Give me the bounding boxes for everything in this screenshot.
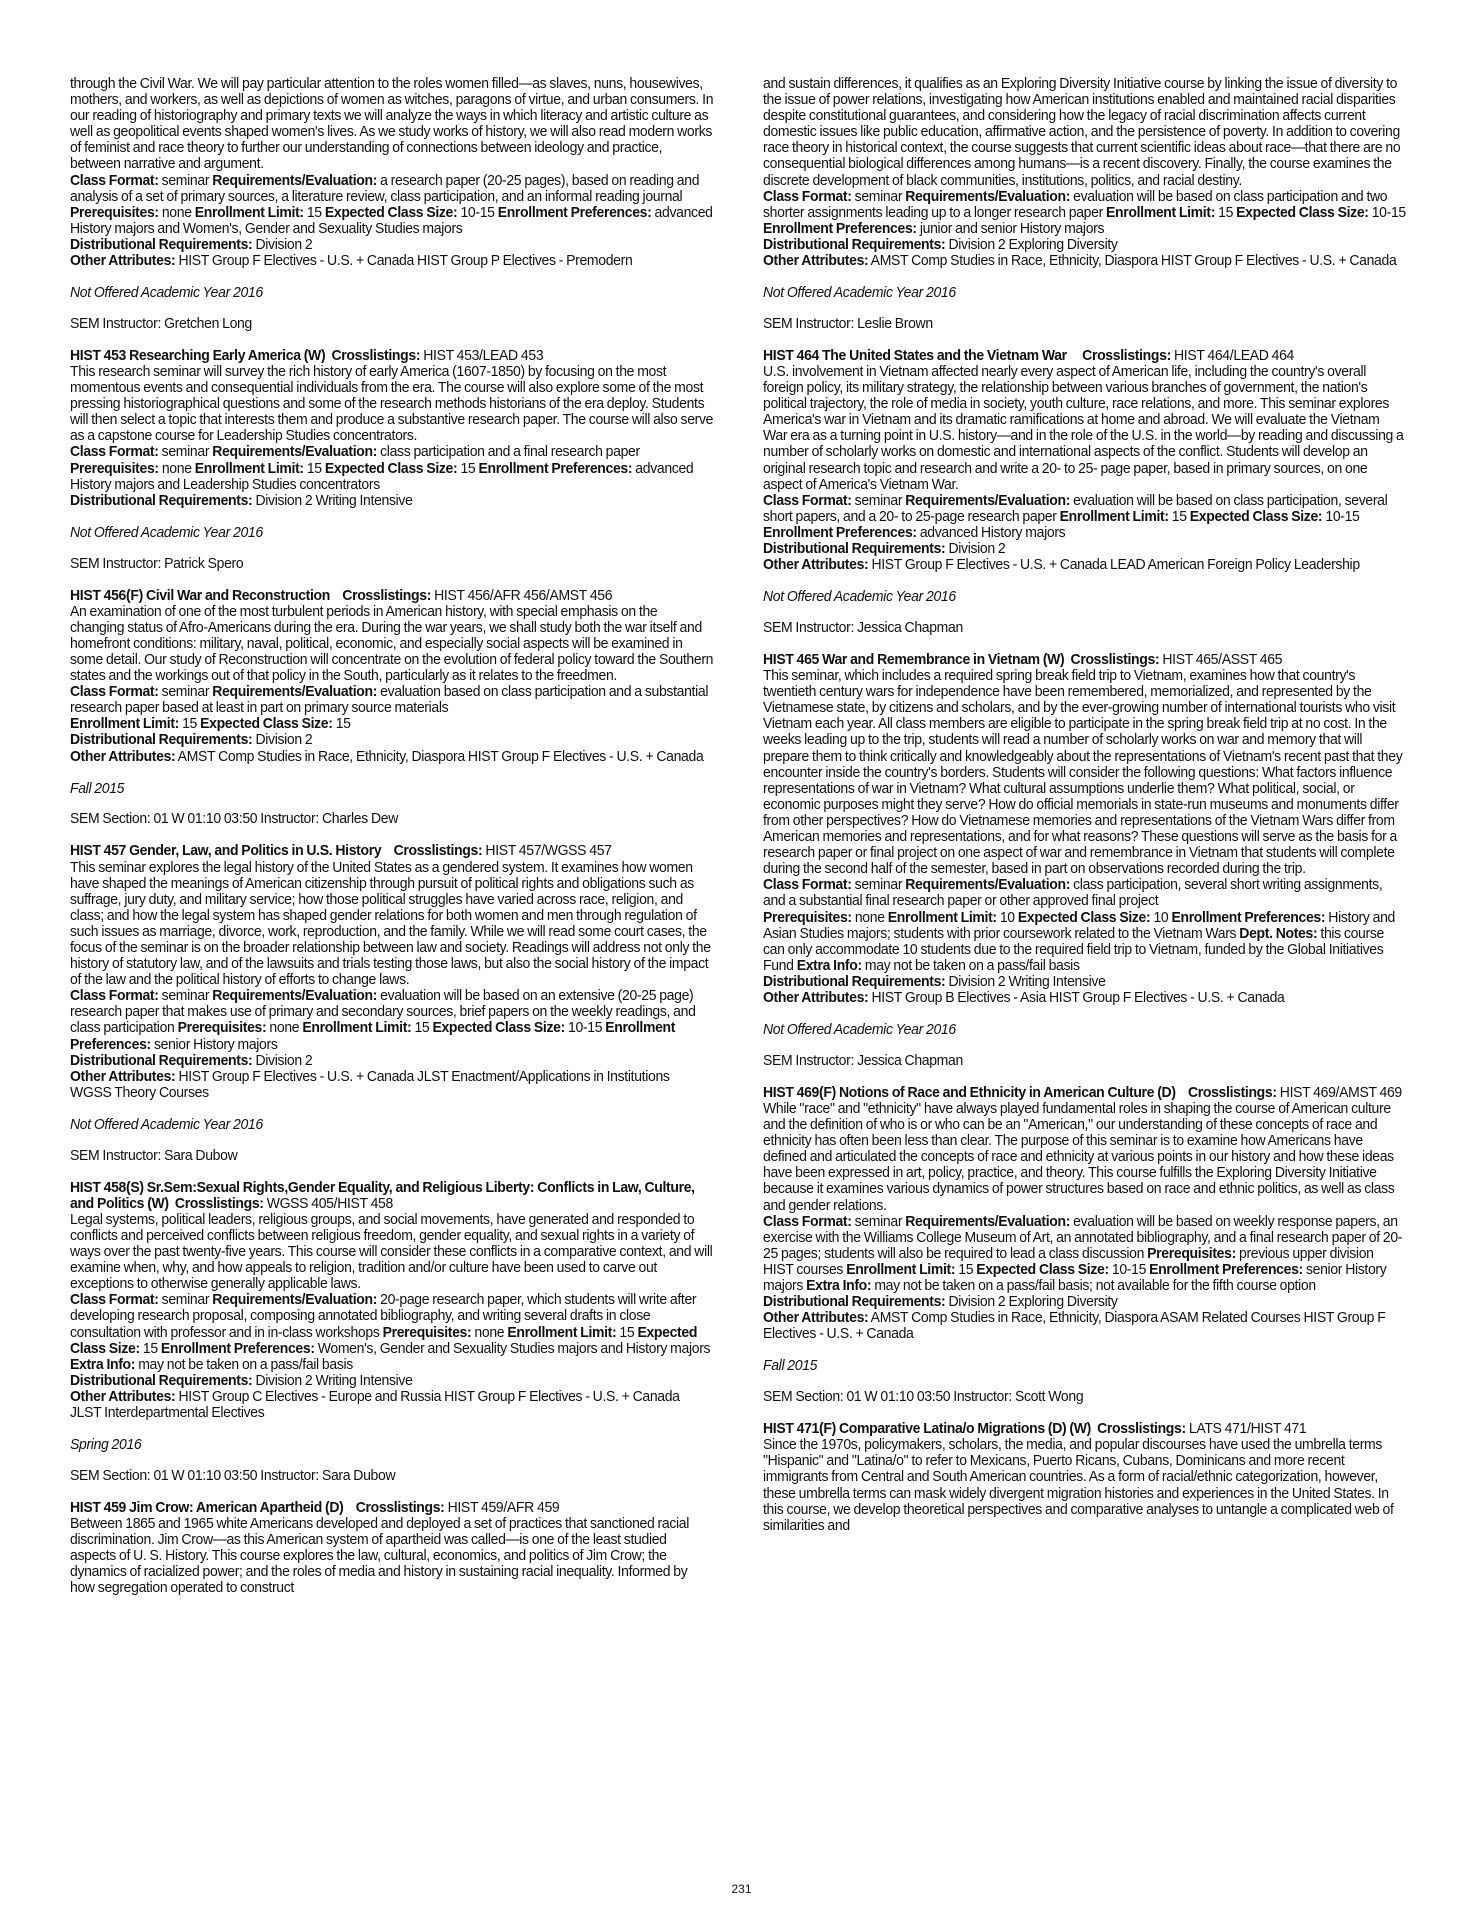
course-heading	[70, 1500, 713, 1516]
class-format-value: seminar	[161, 172, 210, 189]
class-format-value: seminar	[161, 1292, 210, 1309]
requirements-value: class participation, several short writing assignments, and a substantial final research paper or other approved final project	[763, 877, 1383, 910]
crosslistings-label: Crosslistings:	[342, 587, 432, 604]
enrollment-pref-label: Enrollment Preferences:	[497, 204, 652, 221]
prerequisites-value: none	[269, 1020, 300, 1037]
instructor-line: SEM Section: 01 W 01:10 03:50 Instructor: Charles Dew	[70, 811, 398, 828]
dept-notes-label: Dept. Notes:	[1239, 925, 1318, 942]
dept-notes-value: this course can only accommodate 10 students due to the required field trip to Vietnam, funded by the Global Initiatives Fund	[763, 925, 1384, 974]
term-label: Not Offered Academic Year 2016	[70, 285, 263, 302]
course-heading	[763, 652, 1406, 668]
enrollment-row	[70, 716, 713, 732]
other-attributes-label: Other Attributes:	[763, 1310, 869, 1327]
requirements-label: Requirements/Evaluation:	[905, 492, 1071, 509]
other-attributes-label: Other Attributes:	[70, 1388, 176, 1405]
course-format-block	[70, 173, 713, 237]
course-hist-459	[70, 1500, 713, 1597]
instructor-line: SEM Section: 01 W 01:10 03:50 Instructor: Sara Dubow	[70, 1467, 396, 1484]
course-description: Legal systems, political leaders, religious groups, and social movements, have generated and responded to conflicts and perceived conflicts between religious freedom, gender equality, and sexual rights in a variety of ways over the past twenty-five years. This course will consider these conflicts in a comparative context, and will examine when, why, and how appeals to religion, tradition and/or culture have been used to carve out exceptions to otherwise generally applicable laws.	[70, 1211, 713, 1293]
crosslistings-label: Crosslistings:	[1082, 347, 1171, 364]
expected-size-value: 10	[1153, 909, 1169, 926]
course-title: HIST 458(S) Sr.Sem:Sexual Rights,Gender Equality, and Religious Liberty: Conflicts in Law, Culture, and Politics (W)	[70, 1179, 695, 1212]
course-title: HIST 464 The United States and the Vietnam War	[763, 347, 1067, 364]
enrollment-pref-value: junior and senior History majors	[919, 220, 1105, 237]
distributional-value: Division 2	[255, 236, 313, 253]
enrollment-limit-label: Enrollment Limit:	[507, 1324, 617, 1341]
crosslistings-label: Crosslistings:	[355, 1499, 445, 1516]
course-format-block	[70, 988, 713, 1052]
extra-info-value: may not be taken on a pass/fail basis	[138, 1356, 353, 1373]
course-title: HIST 465 War and Remembrance in Vietnam (W)	[763, 652, 1065, 668]
requirements-value: evaluation based on class participation and a substantial research paper based at least in part on primary source materials	[70, 684, 709, 717]
crosslistings-value: HIST 457/WGSS 457	[485, 843, 612, 860]
distributional-row	[70, 732, 713, 748]
distributional-label: Distributional Requirements:	[70, 1052, 253, 1069]
instructor-line: SEM Instructor: Gretchen Long	[70, 315, 252, 332]
crosslistings-label: Crosslistings:	[393, 843, 483, 860]
prerequisites-label: Prerequisites:	[763, 909, 852, 926]
requirements-value: evaluation will be based on class participation and two shorter assignments leading up to a longer research paper	[763, 188, 1388, 221]
expected-size-value: 15	[335, 716, 351, 733]
distributional-row	[70, 237, 713, 253]
requirements-label: Requirements/Evaluation:	[905, 1213, 1071, 1230]
enrollment-pref-label: Enrollment Preferences:	[70, 1020, 676, 1053]
term-label: Not Offered Academic Year 2016	[763, 1022, 956, 1039]
prerequisites-label: Prerequisites:	[382, 1324, 472, 1341]
course-title: HIST 459 Jim Crow: American Apartheid (D)	[70, 1499, 344, 1516]
requirements-value: evaluation will be based on weekly response papers, an exercise with the Williams College Museum of Art, an annotated bibliography, and a final research paper of 20-25 pages; students will also be required to lead a class discussion	[763, 1213, 1403, 1262]
page-number: 231	[731, 1882, 752, 1896]
class-format-label: Class Format:	[763, 877, 852, 894]
instructor-line: SEM Instructor: Sara Dubow	[70, 1147, 238, 1164]
course-description: Since the 1970s, policymakers, scholars, the media, and popular discourses have used the umbrella terms "Hispanic" and "Latina/o" to refer to Mexicans, Puerto Ricans, Cubans, Dominicans and more recent immigrants from Central and South American countries. As a form of racial/ethnic categorization, however, these umbrella terms can mask widely divergent migration histories and experiences in the United States. In this course, we develop theoretical perspectives and comparative analyses to untangle a complicated web of similarities and	[763, 1437, 1394, 1534]
enrollment-limit-value: 15	[958, 1261, 974, 1278]
distributional-label: Distributional Requirements:	[763, 541, 946, 558]
enrollment-pref-label: Enrollment Preferences:	[763, 220, 917, 237]
other-attributes-value: HIST Group C Electives - Europe and Russia HIST Group F Electives - U.S. + Canada JLST Interdepartmental Electives	[70, 1388, 680, 1422]
course-format-block	[70, 1292, 713, 1372]
other-attributes-label: Other Attributes:	[763, 989, 869, 1006]
other-attributes-value: HIST Group F Electives - U.S. + Canada LEAD American Foreign Policy Leadership	[871, 557, 1360, 574]
enrollment-pref-label: Enrollment Preferences:	[160, 1340, 315, 1357]
expected-size-value: 10-15	[1325, 508, 1360, 525]
course-hist-457	[70, 843, 713, 1163]
distributional-label: Distributional Requirements:	[70, 236, 253, 253]
expected-size-value: 10-15	[568, 1020, 603, 1037]
distributional-row	[70, 1053, 713, 1069]
prerequisites-value: none	[161, 460, 192, 477]
course-description: An examination of one of the most turbulent periods in American history, with special emphasis on the changing status of Afro-Americans during the era. During the war years, we shall study both the war itself and homefront conditions: military, naval, political, economic, and especially social aspects will be examined in some detail. Our study of Reconstruction will concentrate on the evolution of federal policy toward the Southern states and the workings out of that policy in the South, particularly as it relates to the freedmen.	[70, 603, 714, 685]
distributional-value: Division 2	[255, 1052, 313, 1069]
expected-size-label: Expected Class Size:	[1236, 204, 1369, 221]
class-format-label: Class Format:	[70, 988, 159, 1005]
enrollment-limit-label: Enrollment Limit:	[70, 716, 180, 733]
distributional-value: Division 2 Writing Intensive	[255, 1372, 413, 1389]
term-label: Not Offered Academic Year 2016	[763, 589, 956, 606]
expected-size-label: Expected Class Size:	[324, 460, 458, 477]
course-hist-456	[70, 588, 713, 828]
course-hist-458	[70, 1180, 713, 1484]
enrollment-limit-label: Enrollment Limit:	[887, 909, 997, 926]
enrollment-pref-label: Enrollment Preferences:	[478, 460, 633, 477]
expected-size-label: Expected Class Size:	[1189, 508, 1323, 525]
distributional-row	[763, 1294, 1406, 1310]
enrollment-pref-value: Women's, Gender and Sexuality Studies majors and History majors	[317, 1340, 711, 1357]
crosslistings-label: Crosslistings:	[331, 347, 421, 364]
enrollment-block	[763, 910, 1406, 974]
enrollment-pref-value: advanced History majors	[919, 524, 1066, 541]
course-format-block	[70, 444, 713, 492]
term-label: Not Offered Academic Year 2016	[70, 1116, 263, 1133]
class-format-value: seminar	[161, 988, 210, 1005]
class-format-label: Class Format:	[70, 684, 159, 701]
distributional-value: Division 2	[255, 732, 313, 749]
course-format-block	[763, 1214, 1406, 1294]
enrollment-limit-label: Enrollment Limit:	[194, 204, 304, 221]
term-label: Not Offered Academic Year 2016	[70, 524, 263, 541]
course-format-block	[763, 189, 1406, 237]
other-attributes-row	[70, 253, 713, 269]
distributional-value: Division 2 Writing Intensive	[948, 973, 1106, 990]
prerequisites-value: previous upper division HIST courses	[763, 1245, 1374, 1278]
other-attributes-row	[70, 1069, 713, 1101]
requirements-value: a research paper (20-25 pages), based on reading and analysis of a set of primary sources, a literature review, class participation, and an informal reading journal	[70, 172, 700, 205]
other-attributes-label: Other Attributes:	[70, 748, 176, 765]
course-description: U.S. involvement in Vietnam affected nearly every aspect of American life, including the country's overall foreign policy, its military strategy, the relationship between various branches of government, the nation's political trajectory, the role of media in society, youth culture, race relations, and more. This seminar explores America's war in Vietnam and its dramatic ramifications at home and abroad. We will evaluate the Vietnam War era as a turning point in U.S. history—and in the role of the U.S. in the world—by reading and discussing a number of scholarly works on domestic and international aspects of the conflict. Students will develop an original research topic and research and write a 20- to 25- page paper, based in primary sources, on one aspect of America's Vietnam War.	[763, 364, 1404, 493]
requirements-value: evaluation will be based on class participation, several short papers, and a 20- to 25-page research paper	[763, 492, 1388, 525]
course-heading	[763, 348, 1406, 364]
course-title: HIST 457 Gender, Law, and Politics in U.S. History	[70, 843, 382, 860]
expected-size-value: 10-15	[1111, 1261, 1147, 1278]
expected-size-label: Expected Class Size:	[432, 1020, 565, 1037]
class-format-value: seminar	[854, 188, 903, 205]
extra-info-label: Extra Info:	[806, 1277, 872, 1294]
term-label: Spring 2016	[70, 1437, 142, 1454]
instructor-line: SEM Instructor: Patrick Spero	[70, 555, 244, 572]
course-title: HIST 453 Researching Early America (W)	[70, 347, 326, 364]
course-title: HIST 456(F) Civil War and Reconstruction	[70, 587, 330, 604]
distributional-row	[763, 974, 1406, 990]
requirements-value: evaluation will be based on an extensive (20-25 page) research paper that makes use of primary and secondary sources, brief papers on the weekly readings, and class participation	[70, 988, 696, 1037]
enrollment-pref-value: advanced History majors and Leadership Studies concentrators	[70, 460, 694, 493]
crosslistings-value: HIST 453/LEAD 453	[423, 347, 544, 364]
enrollment-pref-value: advanced History majors and Women's, Gender and Sexuality Studies majors	[70, 204, 713, 237]
expected-size-value: 15	[142, 1340, 158, 1357]
prerequisites-value: none	[161, 204, 192, 221]
course-description: This seminar explores the legal history of the United States as a gendered system. It examines how women have shaped the meanings of American citizenship through pursuit of political rights and obligations such as suffrage, jury duty, and military service; how those political struggles have varied across race, religion, and class; and how the legal system has shaped gender relations for both women and men through regulation of such issues as marriage, divorce, work, reproduction, and the family. While we will read some court cases, the focus of the seminar is on the broader relationship between law and society. Readings will address not only the history of statutory law, and of the lawsuits and trials testing those laws, but also the social history of the impact of the law and the political history of efforts to change laws.	[70, 859, 711, 989]
distributional-label: Distributional Requirements:	[763, 236, 946, 253]
extra-info-label: Extra Info:	[70, 1356, 136, 1373]
crosslistings-value: HIST 464/LEAD 464	[1174, 347, 1295, 364]
enrollment-limit-label: Enrollment Limit:	[302, 1020, 412, 1037]
class-format-label: Class Format:	[70, 444, 159, 461]
crosslistings-value: WGSS 405/HIST 458	[266, 1195, 393, 1212]
instructor-line: SEM Section: 01 W 01:10 03:50 Instructor: Scott Wong	[763, 1389, 1084, 1406]
other-attributes-label: Other Attributes:	[70, 1068, 176, 1085]
distributional-label: Distributional Requirements:	[763, 1294, 946, 1311]
distributional-row	[763, 237, 1406, 253]
enrollment-pref-label: Enrollment Preferences:	[763, 524, 917, 541]
other-attributes-value: HIST Group B Electives - Asia HIST Group F Electives - U.S. + Canada	[871, 989, 1285, 1006]
instructor-line: SEM Instructor: Jessica Chapman	[763, 619, 963, 636]
requirements-label: Requirements/Evaluation:	[212, 1292, 378, 1309]
enrollment-pref-value: senior History majors	[763, 1261, 1387, 1294]
distributional-row	[763, 541, 1406, 557]
crosslistings-value: HIST 465/ASST 465	[1162, 652, 1283, 668]
course-format-block	[763, 493, 1406, 541]
other-attributes-row	[70, 1389, 713, 1421]
course-title: HIST 471(F) Comparative Latina/o Migrations (D) (W)	[763, 1421, 1091, 1438]
other-attributes-row	[70, 749, 713, 765]
course-hist-465	[763, 652, 1406, 1069]
instructor-line: SEM Instructor: Leslie Brown	[763, 315, 933, 332]
class-format-value: seminar	[854, 877, 903, 894]
crosslistings-label: Crosslistings:	[1097, 1421, 1186, 1438]
enrollment-pref-value: History and Asian Studies majors; students with prior coursework related to the Vietnam Wars	[763, 909, 1395, 942]
distributional-value: Division 2 Exploring Diversity	[948, 236, 1118, 253]
requirements-label: Requirements/Evaluation:	[212, 684, 378, 701]
crosslistings-value: HIST 456/AFR 456/AMST 456	[434, 587, 613, 604]
requirements-label: Requirements/Evaluation:	[212, 988, 378, 1005]
distributional-value: Division 2 Exploring Diversity	[948, 1294, 1118, 1311]
distributional-value: Division 2 Writing Intensive	[255, 492, 413, 509]
course-heading	[70, 843, 713, 859]
course-description: While "race" and "ethnicity" have always played fundamental roles in shaping the course of American culture and the definition of who is or who can be an "American," our understanding of these concepts of race and ethnicity has often been less than clear. The purpose of this seminar is to examine how Americans have defined and articulated the concepts of race and ethnicity at various points in our history and how these ideas have been expressed in art, policy, practice, and theory. This course fulfills the Exploring Diversity Initiative because it examines various dynamics of power structures based on race and ethnic politics, as well as class and gender relations.	[763, 1100, 1395, 1214]
course-hist-471	[763, 1421, 1406, 1534]
term-label: Fall 2015	[763, 1358, 818, 1375]
course-format-block	[70, 684, 713, 716]
course-format-block	[763, 877, 1406, 909]
class-format-value: seminar	[161, 684, 210, 701]
course-description: This research seminar will survey the rich history of early America (1607-1850) by focusing on the most momentous events and consequential individuals from the era. The course will also explore some of the most pressing historiographical questions and some of the research methods historians of the era deploy. Students will then select a topic that interests them and produce a substantive research paper. The course will also serve as a capstone course for Leadership Studies concentrators.	[70, 364, 714, 445]
prerequisites-label: Prerequisites:	[177, 1020, 267, 1037]
requirements-label: Requirements/Evaluation:	[905, 877, 1071, 894]
course-description: through the Civil War. We will pay particular attention to the roles women filled—as slaves, nuns, housewives, mothers, and workers, as well as depictions of women as witches, paragons of virtue, and urban consumers. In our reading of historiography and primary texts we will analyze the ways in which literacy and artistic culture as well as geopolitical events shaped women's lives. As we study works of history, we will also read modern works of feminist and race theory to further our understanding of connections between ideology and practice, between narrative and argument.	[70, 76, 714, 173]
other-attributes-value: HIST Group F Electives - U.S. + Canada HIST Group P Electives - Premodern	[178, 253, 633, 270]
distributional-label: Distributional Requirements:	[70, 1372, 253, 1389]
other-attributes-row	[763, 1310, 1406, 1342]
enrollment-pref-label: Enrollment Preferences:	[1171, 909, 1326, 926]
course-hist-459-continued	[763, 76, 1406, 332]
distributional-value: Division 2	[948, 541, 1006, 558]
expected-size-value: 10-15	[1371, 204, 1406, 221]
expected-size-label: Expected Class Size:	[324, 204, 458, 221]
course-heading	[763, 1085, 1406, 1101]
other-attributes-row	[763, 557, 1406, 573]
enrollment-limit-value: 15	[306, 460, 322, 477]
enrollment-limit-label: Enrollment Limit:	[846, 1261, 956, 1278]
course-hist-469	[763, 1085, 1406, 1405]
crosslistings-value: HIST 459/AFR 459	[447, 1499, 560, 1516]
other-attributes-row	[763, 990, 1406, 1006]
other-attributes-value: AMST Comp Studies in Race, Ethnicity, Diaspora HIST Group F Electives - U.S. + Canada	[870, 253, 1397, 270]
extra-info-label: Extra Info:	[796, 957, 862, 974]
distributional-row	[70, 493, 713, 509]
other-attributes-label: Other Attributes:	[763, 253, 869, 270]
course-description: Between 1865 and 1965 white Americans developed and deployed a set of practices that sanctioned racial discrimination. Jim Crow—as this American system of apartheid was called—is one of the least studied aspects of U. S. History. This course explores the law, cultural, economics, and politics of Jim Crow; the dynamics of racialized power; and the roles of media and history in sustaining racial inequality. Informed by how segregation operated to construct	[70, 1516, 690, 1597]
course-hist-464	[763, 348, 1406, 636]
right-column	[763, 76, 1406, 1534]
class-format-label: Class Format:	[763, 492, 852, 509]
other-attributes-label: Other Attributes:	[763, 557, 869, 574]
course-heading	[763, 1421, 1406, 1437]
enrollment-pref-label: Enrollment Preferences:	[1149, 1261, 1303, 1278]
class-format-value: seminar	[161, 444, 210, 461]
crosslistings-label: Crosslistings:	[1070, 652, 1160, 668]
course-heading	[70, 348, 713, 364]
term-label: Not Offered Academic Year 2016	[763, 285, 956, 302]
course-heading	[70, 588, 713, 604]
left-column	[70, 76, 713, 1596]
class-format-label: Class Format:	[763, 1213, 852, 1230]
prerequisites-label: Prerequisites:	[1147, 1245, 1236, 1262]
expected-size-value: 15	[460, 460, 476, 477]
course-description: This seminar, which includes a required spring break field trip to Vietnam, examines how that country's twentieth century wars for independence have been remembered, memorialized, and represented by the Vietnamese state, by citizens and scholars, and by the ever-growing number of international tourists who visit Vietnam each year. All class members are eligible to participate in the spring break field trip at no cost. In the weeks leading up to the trip, students will read a number of scholarly works on war and memory that will prepare them to think critically and knowledgeably about the representations of Vietnam's recent past that they encounter inside the country's borders. Students will consider the following questions: What factors influence representations of war in Vietnam? What cultural assumptions underlie them? What political, social, or economic purposes might they serve? How do official memorials in state-run museums and monuments differ from other perspectives? How do Vietnamese memories and representations of the Vietnam Wars differ from American memories and representations, and for what reasons? These questions will serve as the basis for a research paper or final project on one aspect of war and remembrance in Vietnam that students will complete during the second half of the semester, based in part on observations recorded during the trip.	[763, 668, 1403, 878]
course-hist-453	[70, 348, 713, 572]
prerequisites-value: none	[474, 1324, 505, 1341]
class-format-label: Class Format:	[70, 172, 159, 189]
enrollment-limit-value: 15	[619, 1324, 635, 1341]
distributional-label: Distributional Requirements:	[70, 492, 253, 509]
crosslistings-label: Crosslistings:	[174, 1195, 264, 1212]
requirements-value: class participation and a final research paper	[380, 444, 640, 461]
distributional-label: Distributional Requirements:	[763, 973, 946, 990]
crosslistings-label: Crosslistings:	[1187, 1084, 1277, 1101]
enrollment-pref-value: senior History majors	[153, 1036, 278, 1053]
enrollment-limit-value: 10	[999, 909, 1015, 926]
class-format-value: seminar	[854, 492, 903, 509]
enrollment-limit-label: Enrollment Limit:	[1106, 204, 1216, 221]
instructor-line: SEM Instructor: Jessica Chapman	[763, 1052, 963, 1069]
class-format-label: Class Format:	[70, 1292, 159, 1309]
crosslistings-value: HIST 469/AMST 469	[1279, 1084, 1402, 1101]
extra-info-value: may not be taken on a pass/fail basis	[864, 957, 1080, 974]
course-title: HIST 469(F) Notions of Race and Ethnicity in American Culture (D)	[763, 1084, 1176, 1101]
term-label: Fall 2015	[70, 780, 125, 797]
requirements-label: Requirements/Evaluation:	[212, 172, 378, 189]
prerequisites-label: Prerequisites:	[70, 204, 159, 221]
enrollment-limit-value: 15	[1171, 508, 1187, 525]
expected-size-label: Expected Class Size:	[70, 1324, 698, 1357]
requirements-value: 20-page research paper, which students will write after developing research proposal, composing annotated bibliography, and writing several drafts in close consultation with professor and in in-class workshops	[70, 1292, 697, 1341]
prerequisites-label: Prerequisites:	[70, 460, 159, 477]
enrollment-limit-value: 15	[414, 1020, 430, 1037]
expected-size-label: Expected Class Size:	[200, 716, 333, 733]
expected-size-label: Expected Class Size:	[976, 1261, 1109, 1278]
enrollment-limit-value: 15	[182, 716, 198, 733]
prerequisites-value: none	[854, 909, 885, 926]
other-attributes-value: HIST Group F Electives - U.S. + Canada JLST Enactment/Applications in Institutions WGSS Theory Courses	[70, 1068, 670, 1101]
distributional-label: Distributional Requirements:	[70, 732, 253, 749]
course-continued	[70, 76, 713, 332]
crosslistings-value: LATS 471/HIST 471	[1188, 1421, 1307, 1438]
enrollment-limit-value: 15	[1218, 204, 1234, 221]
course-heading	[70, 1180, 713, 1212]
other-attributes-label: Other Attributes:	[70, 253, 176, 270]
extra-info-value: may not be taken on a pass/fail basis; not available for the fifth course option	[874, 1277, 1316, 1294]
other-attributes-value: AMST Comp Studies in Race, Ethnicity, Diaspora ASAM Related Courses HIST Group F Electives - U.S. + Canada	[763, 1310, 1386, 1343]
distributional-row	[70, 1373, 713, 1389]
enrollment-limit-label: Enrollment Limit:	[1059, 508, 1169, 525]
requirements-label: Requirements/Evaluation:	[212, 444, 378, 461]
expected-size-value: 10-15	[460, 204, 495, 221]
class-format-value: seminar	[854, 1213, 903, 1230]
other-attributes-value: AMST Comp Studies in Race, Ethnicity, Diaspora HIST Group F Electives - U.S. + Canada	[177, 748, 704, 765]
class-format-label: Class Format:	[763, 188, 852, 205]
enrollment-limit-label: Enrollment Limit:	[194, 460, 304, 477]
expected-size-label: Expected Class Size:	[1017, 909, 1151, 926]
course-description: and sustain differences, it qualifies as an Exploring Diversity Initiative course by linking the issue of diversity to the issue of power relations, investigating how American institutions enabled and maintained racial disparities despite constitutional guarantees, and considering how the legacy of racial discrimination affects current domestic issues like public education, affirmative action, and the persistence of poverty. In addition to covering race theory in historical context, the course suggests that current scientific ideas about race—that there are no consequential biological differences among humans—is a recent discovery. Finally, the course examines the discrete development of black communities, institutions, politics, and racial destiny.	[763, 76, 1401, 189]
requirements-label: Requirements/Evaluation:	[905, 188, 1071, 205]
other-attributes-row	[763, 253, 1406, 269]
enrollment-limit-value: 15	[306, 204, 322, 221]
